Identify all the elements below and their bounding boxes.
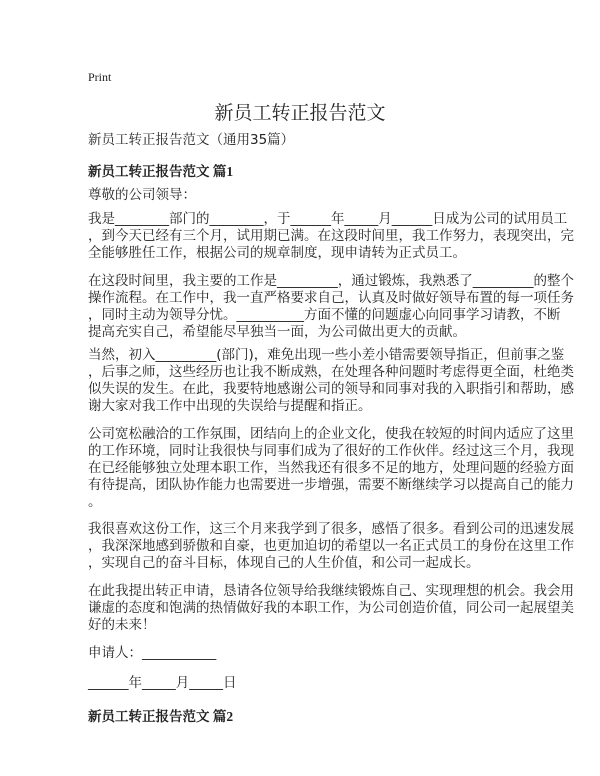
- page-title: 新员工转正报告范文: [214, 102, 386, 124]
- subtitle: 新员工转正报告范文（通用35篇）: [88, 132, 295, 148]
- paragraph-line: 好的未来！: [88, 617, 156, 633]
- paragraph-line: 提高充实自己，希望能尽早独当一面，为公司做出更大的贡献。: [88, 324, 466, 340]
- section-heading-1: 新员工转正报告范文 篇1: [88, 164, 234, 179]
- paragraph-line: 在此我提出转正申请，恳请各位领导给我继续锻炼自己、实现理想的机会。我会用: [88, 583, 574, 599]
- paragraph-line: 似失误的发生。在此，我要特地感谢公司的领导和同事对我的入职指引和帮助，感: [88, 381, 574, 397]
- paragraph-line: ，后事之师，这些经历也让我不断成熟，在处理各种问题时考虑得更全面，杜绝类: [88, 364, 574, 380]
- paragraph-line: 公司宽松融洽的工作氛围，团结向上的企业文化，使我在较短的时间内适应了这里: [88, 426, 574, 442]
- paragraph-line: 在已经能够独立处理本职工作，当然我还有很多不足的地方，处理问题的经验方面: [88, 460, 574, 476]
- paragraph-line: 。: [88, 494, 102, 510]
- print-link[interactable]: Print: [88, 70, 112, 84]
- paragraph-line: 当然，初入_________(部门)，难免出现一些小差小错需要领导指正，但前事之鉴: [88, 347, 565, 363]
- applicant-line: 申请人：___________: [88, 645, 217, 661]
- paragraph-line: 的工作环境，同时让我很快与同事们成为了很好的工作伙伴。经过这三个月，我现: [88, 443, 574, 459]
- paragraph-line: 有待提高，团队协作能力也需要进一步增强，需要不断继续学习以提高自己的能力: [88, 477, 574, 493]
- paragraph-line: 操作流程。在工作中，我一直严格要求自己，认真及时做好领导布置的每一项任务: [88, 290, 574, 306]
- paragraph-line: 谦虚的态度和饱满的热情做好我的本职工作，为公司创造价值，同公司一起展望美: [88, 600, 574, 616]
- paragraph-line: ，到今天已经有三个月，试用期已满。在这段时间里，我工作努力，表现突出，完: [88, 228, 574, 244]
- paragraph-line: ，我深深地感到骄傲和自豪，也更加迫切的希望以一名正式员工的身份在这里工作: [88, 538, 574, 554]
- greeting: 尊敬的公司领导：: [88, 187, 196, 203]
- paragraph-line: 在这段时间里，我主要的工作是_________，通过锻炼，我熟悉了_________的整个: [88, 273, 574, 289]
- date-line: ______年_____月_____日: [88, 675, 237, 691]
- paragraph-line: 谢大家对我工作中出现的失误给与提醒和指正。: [88, 398, 372, 414]
- paragraph-line: 我很喜欢这份工作，这三个月来我学到了很多，感悟了很多。看到公司的迅速发展: [88, 521, 574, 537]
- paragraph-line: ，同时主动为领导分忧。__________方面不懂的问题虚心向同事学习请教，不断: [88, 307, 561, 323]
- paragraph-line: 我是________部门的________，于______年_____月______日成为公司的试用员工: [88, 211, 568, 227]
- paragraph-line: 全能够胜任工作，根据公司的规章制度，现申请转为正式员工。: [88, 245, 466, 261]
- paragraph-line: ，实现自己的奋斗目标，体现自己的人生价值，和公司一起成长。: [88, 555, 480, 571]
- section-heading-2: 新员工转正报告范文 篇2: [88, 709, 234, 724]
